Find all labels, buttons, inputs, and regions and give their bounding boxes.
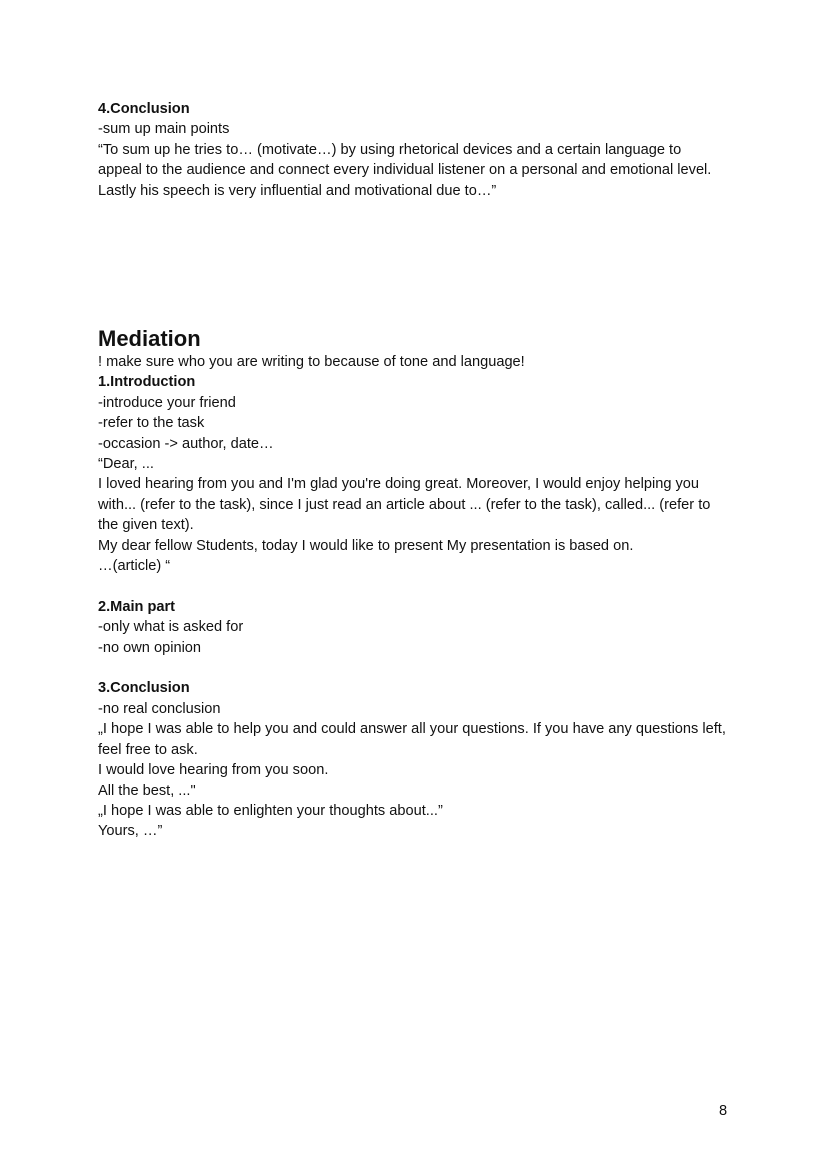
presentation-line: My dear fellow Students, today I would like to present My presentation is based on. (98, 537, 634, 554)
list-item: -refer to the task (98, 415, 205, 432)
subsection-heading: 3.Conclusion (98, 680, 190, 697)
closing-line: All the best, ..." (98, 782, 196, 799)
section-title: Mediation (98, 326, 201, 351)
article-line: …(article) “ (98, 558, 171, 575)
list-item: -no real conclusion (98, 700, 221, 717)
salutation: “Dear, ... (98, 456, 154, 473)
example-quote: “To sum up he tries to… (motivate…) by using rhetorical devices and a certain language to appeal to the audience and connect every individual listener on a personal and emotional level. Lastly his speech is very influential and motivational due to…” (98, 141, 712, 199)
help-quote: „I hope I was able to help you and could answer all your questions. If you have any questions left, feel free to ask. (98, 721, 726, 758)
main-part-subsection (98, 597, 738, 658)
list-item: -sum up main points (98, 121, 230, 138)
page-number: 8 (719, 1103, 728, 1119)
list-item: -only what is asked for (98, 619, 244, 636)
conclusion-subsection (98, 678, 738, 841)
closing-line: I would love hearing from you soon. (98, 762, 329, 779)
letter-paragraph: I loved hearing from you and I'm glad you're doing great. Moreover, I would enjoy helping you with... (refer to the task), since I just read an article about ... (refer to the task), called... (refer to the given text). (98, 476, 711, 534)
section-heading: 4.Conclusion (98, 101, 190, 117)
subsection-heading: 2.Main part (98, 598, 176, 615)
speech-conclusion-section (98, 99, 738, 201)
closing-line: „I hope I was able to enlighten your thoughts about...” (98, 802, 443, 819)
list-item: -introduce your friend (98, 394, 236, 411)
introduction-subsection (98, 372, 738, 576)
mediation-section (98, 326, 738, 842)
list-item: -occasion -> author, date… (98, 435, 274, 452)
subsection-heading: 1.Introduction (98, 374, 196, 391)
list-item: -no own opinion (98, 639, 202, 656)
closing-line: Yours, …” (98, 823, 163, 840)
tone-note: ! make sure who you are writing to because of tone and language! (98, 354, 525, 370)
